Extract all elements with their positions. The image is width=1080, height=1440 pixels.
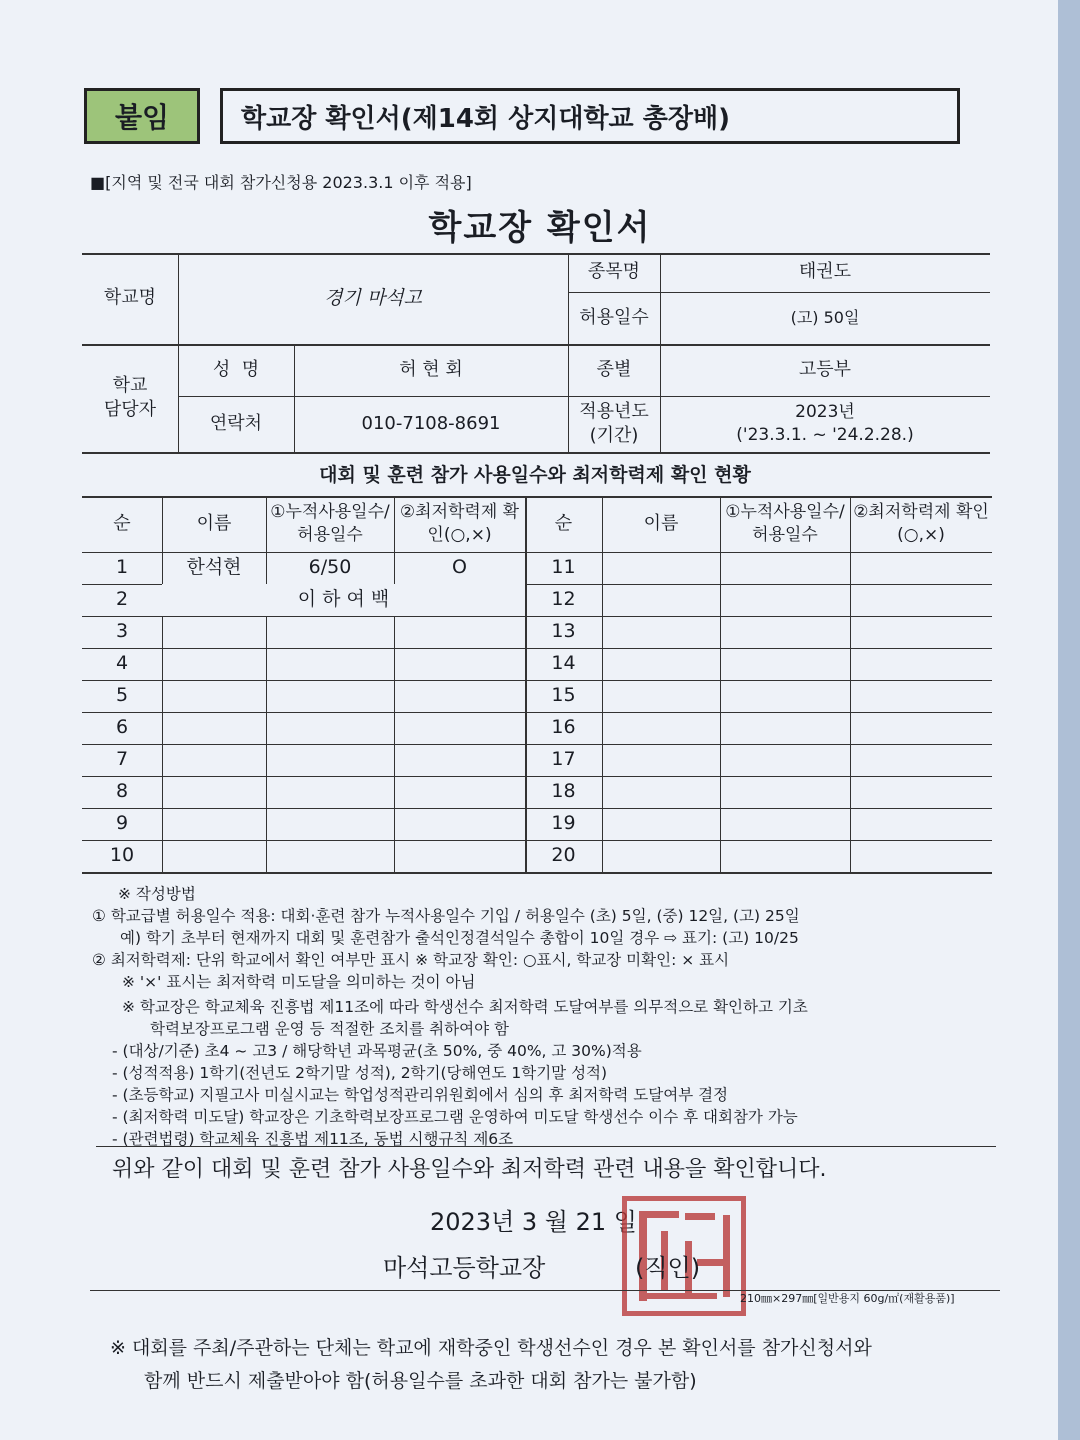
header-name-right: 이름: [643, 512, 679, 534]
allowed-days-label: 허용일수: [579, 306, 649, 328]
manager-label: 학교 담당자: [103, 374, 157, 420]
row-number-right: 17: [551, 748, 576, 771]
instruction-law: - (관련법령) 학교체육 진흥법 제11조, 동법 시행규칙 제6조: [112, 1130, 514, 1148]
instruction-target: - (대상/기준) 초4 ~ 고3 / 해당학년 과목평균(초 50%, 중 40%, 고 30%)적용: [112, 1042, 642, 1060]
header-name: 이름: [196, 512, 232, 534]
year-label: 적용년도 (기간): [579, 400, 649, 446]
row-number-right: 16: [551, 716, 576, 739]
row-number-left: 2: [115, 588, 129, 611]
instruction-2-note-b-cont: 학력보장프로그램 운영 등 적절한 조치를 취하여야 함: [150, 1020, 509, 1038]
school-name-label: 학교명: [103, 287, 157, 309]
row-number-left: 10: [109, 844, 135, 867]
row1-name: 한석현: [186, 556, 242, 579]
row1-check: O: [452, 556, 467, 579]
header-days-right: ①누적사용일수/허용일수: [725, 502, 845, 545]
issue-date: 2023년 3 월 21 일: [430, 1208, 637, 1236]
row-number-right: 14: [551, 652, 576, 675]
instructions-heading: ※ 작성방법: [118, 885, 196, 903]
contact-value: 010-7108-8691: [361, 412, 501, 434]
row-number-right: 18: [551, 780, 576, 803]
table-title: 대회 및 훈련 참가 사용일수와 최저학력제 확인 현황: [319, 464, 751, 486]
row-number-right: 12: [551, 588, 576, 611]
row-number-left: 4: [115, 652, 129, 675]
bottom-note-line-1: ※ 대회를 주최/주관하는 단체는 학교에 재학중인 학생선수인 경우 본 확인서를 참가신청서와: [110, 1337, 872, 1359]
row-number-right: 11: [551, 556, 576, 579]
school-name-value: 경기 마석고: [324, 286, 422, 309]
row-number-right: 15: [551, 684, 576, 707]
contact-label: 연락처: [209, 412, 263, 434]
manager-name-value: 허 현 회: [399, 358, 463, 380]
sport-label: 종목명: [587, 261, 641, 283]
row-number-right: 20: [551, 844, 576, 867]
header-title: 학교장 확인서(제14회 상지대학교 총장배): [220, 88, 960, 144]
instruction-not-reached: - (최저학력 미도달) 학교장은 기초학력보장프로그램 운영하여 미도달 학생선수 이수 후 대회참가 가능: [112, 1108, 798, 1126]
attachment-badge: 붙임: [84, 88, 200, 144]
instruction-2-note-a: ※ '×' 표시는 최저학력 미도달을 의미하는 것이 아님: [122, 973, 476, 991]
year-value: 2023년 ('23.3.1. ~ '24.2.28.): [736, 402, 914, 445]
row-number-left: 6: [115, 716, 129, 739]
row1-days: 6/50: [308, 556, 352, 579]
name-label: 성 명: [212, 358, 260, 380]
row-number-left: 3: [115, 620, 129, 643]
confirmation-text: 위와 같이 대회 및 훈련 참가 사용일수와 최저학력 관련 내용을 확인합니다.: [112, 1157, 827, 1182]
row-number-right: 13: [551, 620, 576, 643]
bottom-note-line-2: 함께 반드시 제출받아야 함(허용일수를 초과한 대회 참가는 불가함): [144, 1370, 697, 1393]
page-edge: [1058, 0, 1080, 1440]
instruction-1-example: 예) 학기 초부터 현재까지 대회 및 훈련참가 출석인정결석일수 총합이 10일 경우 ⇨ 표기: (고) 10/25: [120, 929, 799, 947]
header-days: ①누적사용일수/허용일수: [270, 502, 390, 545]
row-number-left: 1: [115, 556, 129, 579]
instruction-grades: - (성적적용) 1학기(전년도 2학기말 성적), 2학기(당해연도 1학기말 성적): [112, 1064, 608, 1082]
header-check-right: ②최저학력제 확인(○,×): [853, 502, 989, 545]
instruction-2-note-b: ※ 학교장은 학교체육 진흥법 제11조에 따라 학생선수 최저학력 도달여부를 의무적으로 확인하고 기초: [122, 998, 808, 1016]
application-note: ■[지역 및 전국 대회 참가신청용 2023.3.1 이후 적용]: [90, 173, 472, 192]
paper-spec: 210㎜×297㎜[일반용지 60g/㎡(재활용품)]: [740, 1292, 955, 1305]
row-number-left: 8: [115, 780, 129, 803]
row-number-left: 7: [115, 748, 129, 771]
division-label: 종별: [596, 358, 632, 380]
row-number-right: 19: [551, 812, 576, 835]
row2-blank-note: 이 하 여 백: [162, 584, 525, 616]
header-check: ②최저학력제 확인(○,×): [399, 502, 520, 545]
division-value: 고등부: [798, 358, 852, 380]
header-no: 순: [113, 512, 131, 534]
row-number-left: 9: [115, 812, 129, 835]
instruction-1: ① 학교급별 허용일수 적용: 대회·훈련 참가 누적사용일수 기입 / 허용일수 (초) 5일, (중) 12일, (고) 25일: [92, 907, 800, 925]
instruction-elementary: - (초등학교) 지필고사 미실시교는 학업성적관리위원회에서 심의 후 최저학력 도달여부 결정: [112, 1086, 729, 1104]
principal-title: 마석고등학교장: [383, 1254, 546, 1282]
row-number-left: 5: [115, 684, 129, 707]
header-no-right: 순: [554, 512, 573, 534]
document-title: 학교장 확인서: [428, 208, 652, 248]
bottom-note: [110, 1332, 872, 1399]
allowed-days-value: (고) 50일: [790, 308, 860, 328]
sport-value: 태권도: [798, 261, 852, 283]
seal-label: (직인): [635, 1254, 701, 1282]
instruction-2: ② 최저학력제: 단위 학교에서 확인 여부만 표시 ※ 학교장 확인: ○표시, 학교장 미확인: × 표시: [92, 951, 730, 969]
